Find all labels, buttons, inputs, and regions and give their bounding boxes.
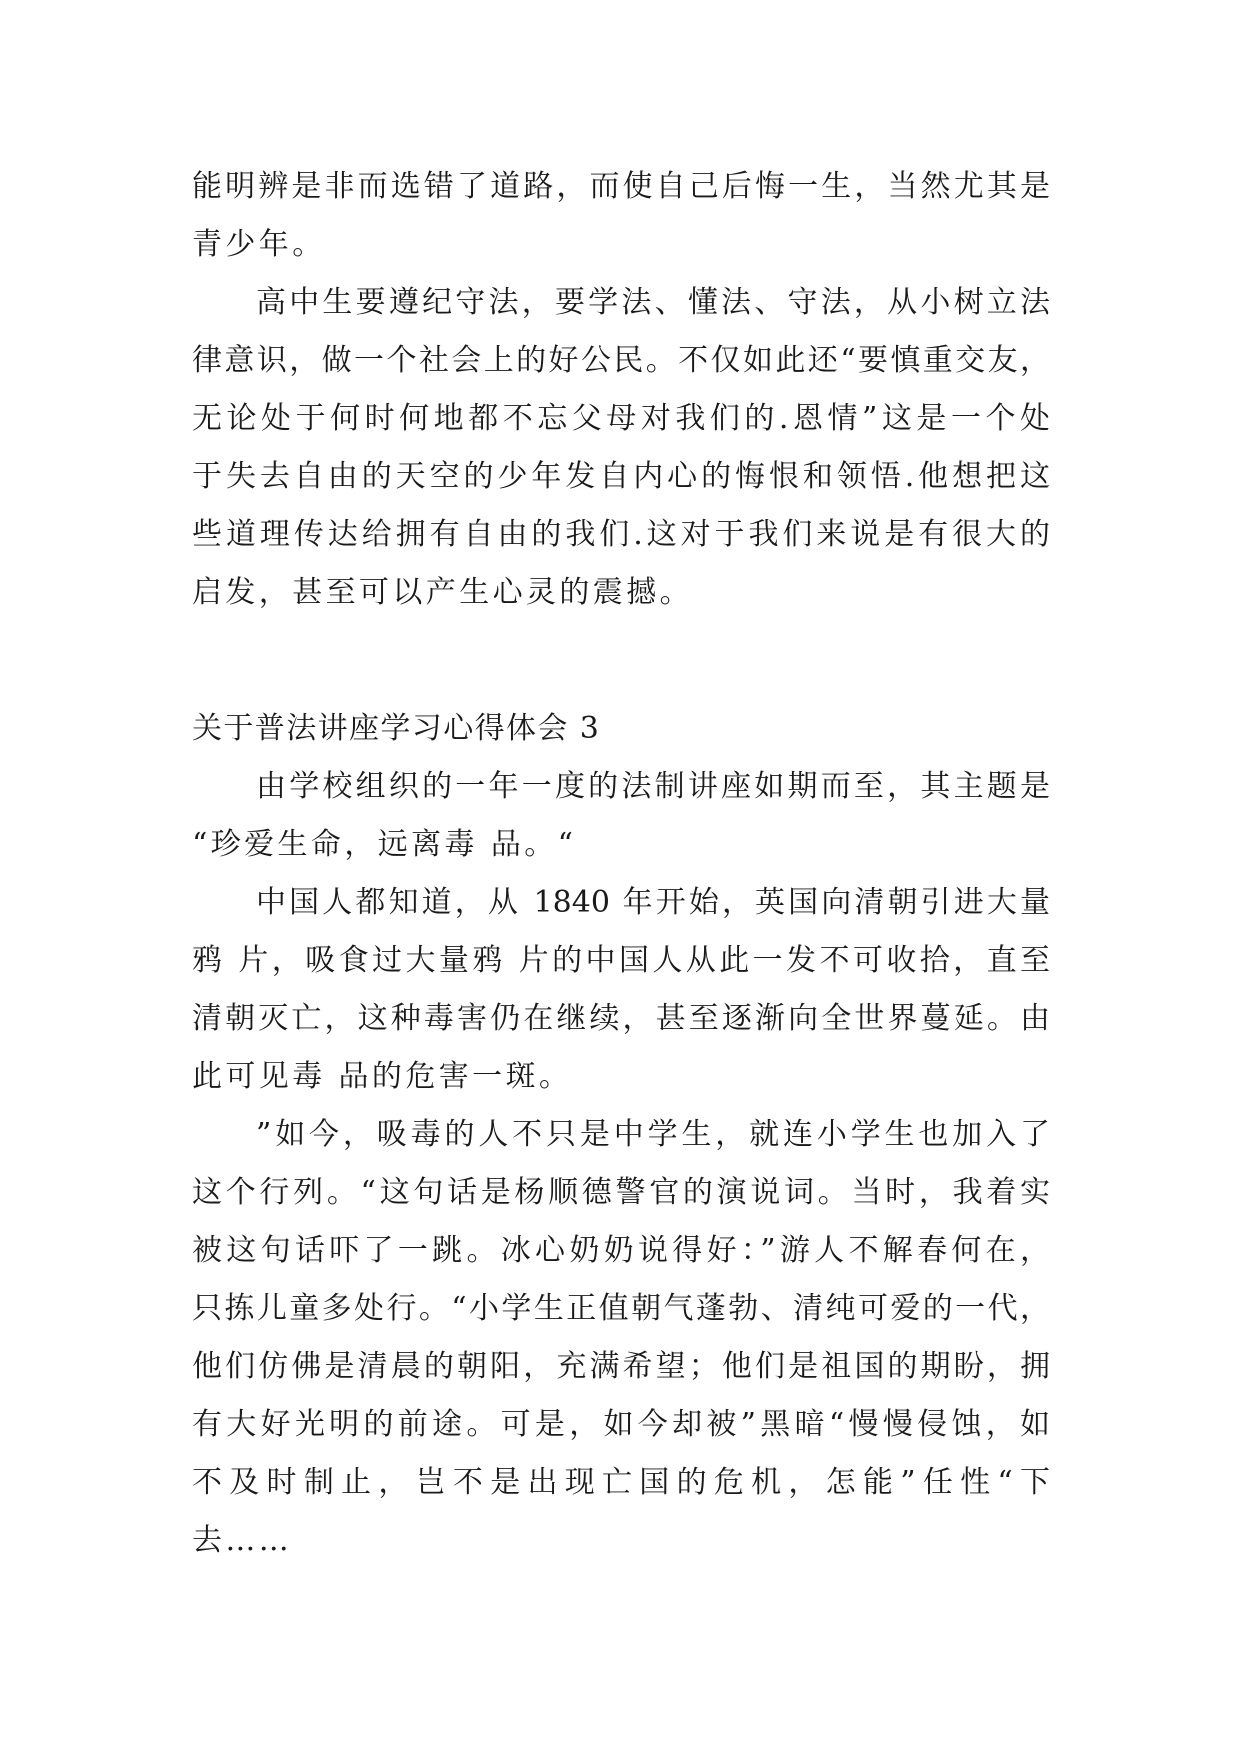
text-line: 只拣儿童多处行。“小学生正值朝气蓬勃、清纯可爱的一代， [192,1291,1050,1326]
text-line: 这个行列。“这句话是杨顺德警官的演说词。当时，我着实 [192,1175,1050,1210]
text-line: 能明辨是非而选错了道路，而使自己后悔一生，当然尤其是 [192,169,1050,204]
text-line: 不及时制止，岂不是出现亡国的危机，怎能”任性“下 [192,1465,1050,1500]
text-line: 些道理传达给拥有自由的我们.这对于我们来说是有很大的 [192,517,1050,552]
text-line: 律意识，做一个社会上的好公民。不仅如此还“要慎重交友， [192,343,1050,378]
text-line: ”如今，吸毒的人不只是中学生，就连小学生也加入了 [256,1117,1050,1152]
section-spacer [192,622,1050,700]
text-line: 启发，甚至可以产生心灵的震撼。 [192,575,693,610]
text-line: 于失去自由的天空的少年发自内心的悔恨和领悟.他想把这 [192,459,1050,494]
text-line: 有大好光明的前途。可是，如今却被”黑暗“慢慢侵蚀，如 [192,1407,1050,1442]
text-line: 高中生要遵纪守法，要学法、懂法、守法，从小树立法 [256,285,1050,320]
text-line: 他们仿佛是清晨的朝阳，充满希望；他们是祖国的期盼，拥 [192,1349,1050,1384]
text-line: 清朝灭亡，这种毒害仍在继续，甚至逐渐向全世界蔓延。由 [192,1001,1050,1036]
text-line: 去…… [192,1523,293,1558]
text-line: 由学校组织的一年一度的法制讲座如期而至，其主题是 [256,769,1050,804]
paragraph [192,758,1050,874]
paragraph [192,874,1050,1106]
text-line: 被这句话吓了一跳。冰心奶奶说得好：”游人不解春何在， [192,1233,1050,1268]
paragraph [192,274,1050,622]
paragraph-continuation [192,158,1050,274]
text-line: “珍爱生命，远离毒 品。“ [192,827,577,862]
text-line: 无论处于何时何地都不忘父母对我们的.恩情”这是一个处 [192,401,1050,436]
paragraph [192,1106,1050,1570]
section-heading: 关于普法讲座学习心得体会 3 [192,711,601,746]
text-line: 中国人都知道，从 1840 年开始，英国向清朝引进大量 [256,885,1050,920]
document-body [192,158,1050,1570]
text-line: 青少年。 [192,227,326,262]
text-line: 鸦 片，吸食过大量鸦 片的中国人从此一发不可收拾，直至 [192,943,1050,978]
text-line: 此可见毒 品的危害一斑。 [192,1059,573,1094]
